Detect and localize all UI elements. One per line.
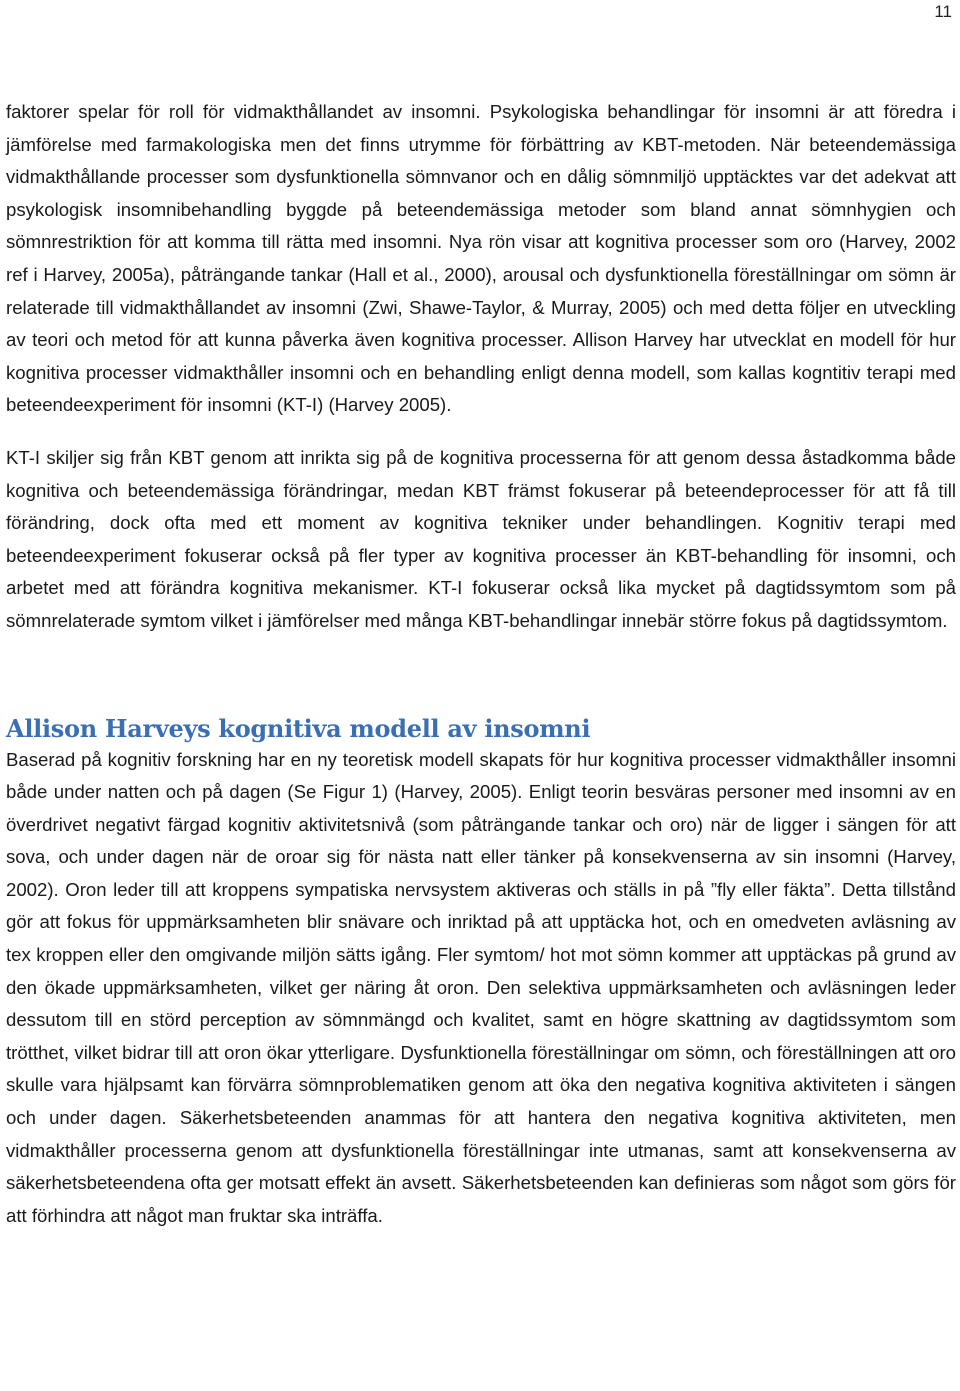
paragraph-spacer	[6, 422, 956, 442]
paragraph-harvey-model: Baserad på kognitiv forskning har en ny teoretisk modell skapats för hur kognitiva processer vidmakthåller insomni både under natten och på dagen (Se Figur 1) (Harvey, 2005). Enligt teorin besväras personer med insomni av en överdrivet negativt färgad kognitiv aktivitetsnivå (som påträngande tankar och oro) när de ligger i sängen för att sova, och under dagen när de oroar sig för nästa natt eller tänker på konsekvenserna av sin insomni (Harvey, 2002). Oron leder till att kroppens sympatiska nervsystem aktiveras och ställs in på ”fly eller fäkta”. Detta tillstånd gör att fokus för uppmärksamheten blir snävare och inriktad på att upptäcka hot, och en omedveten avläsning av tex kroppen eller den omgivande miljön sätts igång. Fler symtom/ hot mot sömn kommer att upptäckas på grund av den ökade uppmärksamheten, vilket ger näring åt oron. Den selektiva uppmärksamheten och avläsningen leder dessutom till en störd perception av sömnmängd och kvalitet, samt en högre skattning av dagtidssymtom som trötthet, vilket bidrar till att oron ökar ytterligare. Dysfunktionella föreställningar om sömn, och föreställningen att oro skulle vara hjälpsamt kan förvärra sömnproblematiken genom att öka den negativa kognitiva aktiviteten i sängen och under dagen. Säkerhetsbeteenden anammas för att hantera den negativa kognitiva aktiviteten, men vidmakthåller processerna genom att dysfunktionella föreställningar inte utmanas, samt att konsekvenserna av säkerhetsbeteendena ofta ger motsatt effekt än avsett. Säkerhetsbeteenden kan definieras som något som görs för att förhindra att något man fruktar ska inträffa.	[6, 748, 956, 1226]
section-spacer	[6, 638, 956, 714]
section-heading: Allison Harveys kognitiva modell av insomni	[6, 713, 591, 743]
paragraph-kt-i: KT-I skiljer sig från KBT genom att inrikta sig på de kognitiva processerna för att genom dessa åstadkomma både kognitiva och beteendemässiga förändringar, medan KBT främst fokuserar på beteendeprocesser för att få till förändring, dock ofta med ett moment av kognitiva tekniker under behandlingen. Kognitiv terapi med beteendeexperiment fokuserar också på fler typer av kognitiva processer än KBT-behandling för insomni, och arbetet med att förändra kognitiva mekanismer. KT-I fokuserar också lika mycket på dagtidssymtom som på sömnrelaterade symtom vilket i jämförelser med många KBT-behandlingar innebär större fokus på dagtidssymtom.	[6, 446, 956, 631]
document-body	[6, 96, 956, 1232]
paragraph-intro: faktorer spelar för roll för vidmakthållandet av insomni. Psykologiska behandlingar för insomni är att föredra i jämförelse med farmakologiska men det finns utrymme för förbättring av KBT-metoden. När beteendemässiga vidmakthållande processer som dysfunktionella sömnvanor och en dålig sömnmiljö upptäcktes var det adekvat att psykologisk insomnibehandling byggde på beteendemässiga metoder som bland annat sömnhygien och sömnrestriktion för att komma till rätta med insomni. Nya rön visar att kognitiva processer som oro (Harvey, 2002 ref i Harvey, 2005a), påträngande tankar (Hall et al., 2000), arousal och dysfunktionella föreställningar om sömn är relaterade till vidmakthållandet av insomni (Zwi, Shawe-Taylor, & Murray, 2005) och med detta följer en utveckling av teori och metod för att kunna påverka även kognitiva processer. Allison Harvey har utvecklat en modell för hur kognitiva processer vidmakthåller insomni och en behandling enligt denna modell, som kallas kogntitiv terapi med beteendeexperiment för insomni (KT-I) (Harvey 2005).	[6, 101, 956, 416]
page-number: 11	[934, 2, 952, 21]
